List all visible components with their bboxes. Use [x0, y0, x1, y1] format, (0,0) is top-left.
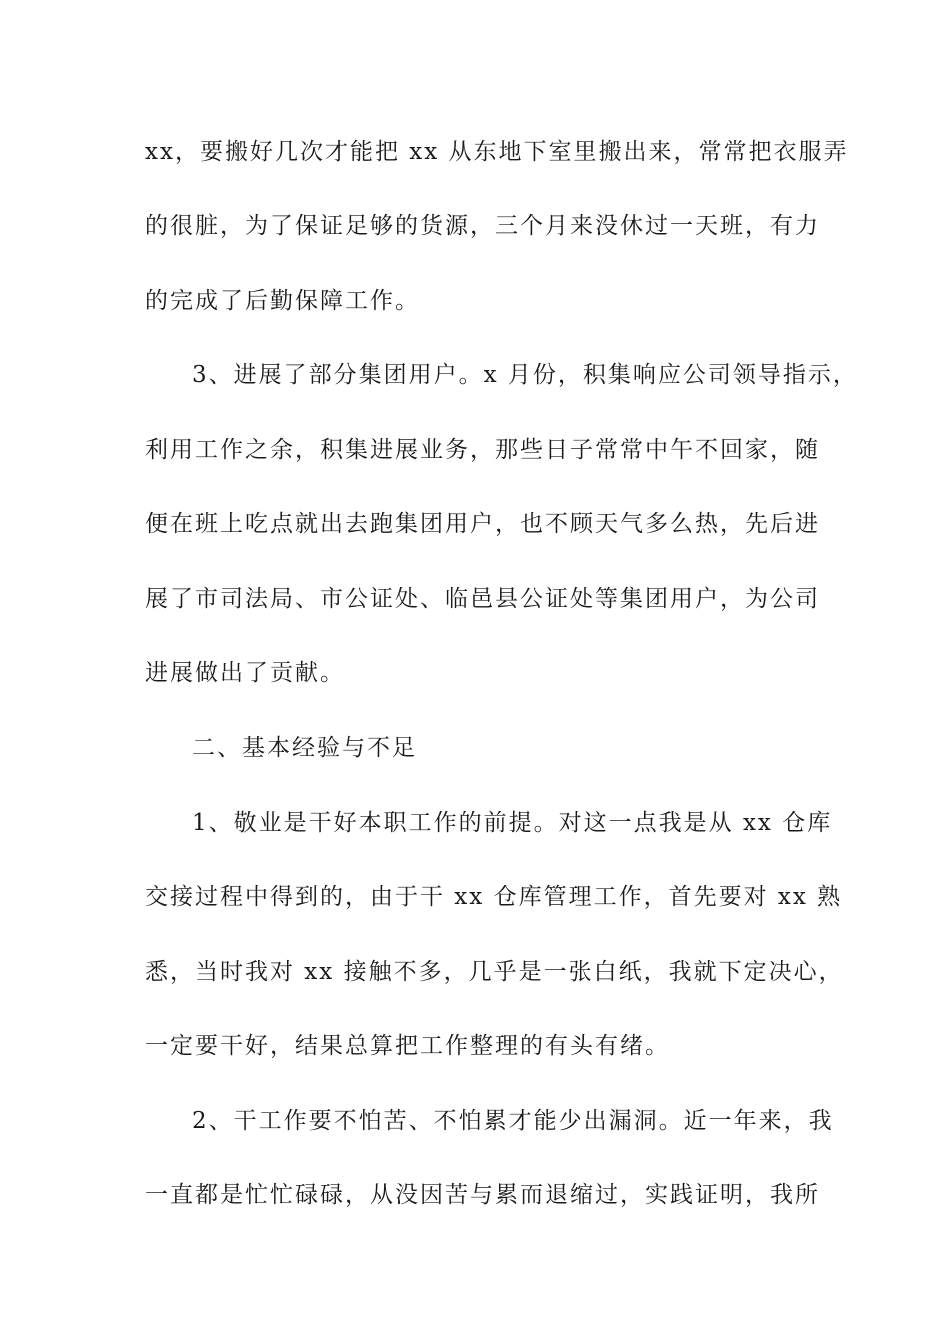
text-line: 利用工作之余，积集进展业务，那些日子常常中午不回家，随 [145, 437, 820, 463]
text-line: 一定要干好，结果总算把工作整理的有头有绪。 [145, 1033, 670, 1059]
text-line: 3、进展了部分集团用户。x 月份，积集响应公司领导指示， [192, 362, 858, 388]
text-line: 交接过程中得到的，由于干 xx 仓库管理工作，首先要对 xx 熟 [145, 884, 843, 910]
text-line: 1、敬业是干好本职工作的前提。对这一点我是从 xx 仓库 [192, 810, 833, 836]
text-line: 的完成了后勤保障工作。 [145, 288, 420, 314]
section-heading: 二、基本经验与不足 [192, 735, 417, 761]
text-line: 2、干工作要不怕苦、不怕累才能少出漏洞。近一年来，我 [192, 1108, 834, 1134]
text-line: 悉，当时我对 xx 接触不多，几乎是一张白纸，我就下定决心， [145, 959, 844, 985]
text-line: 展了市司法局、市公证处、临邑县公证处等集团用户，为公司 [145, 586, 820, 612]
text-line: 一直都是忙忙碌碌，从没因苦与累而退缩过，实践证明，我所 [145, 1182, 820, 1208]
text-line: 进展做出了贡献。 [145, 660, 345, 686]
text-line: 的很脏，为了保证足够的货源，三个月来没休过一天班，有力 [145, 213, 820, 239]
text-line: xx，要搬好几次才能把 xx 从东地下室里搬出来，常常把衣服弄 [145, 139, 849, 165]
text-line: 便在班上吃点就出去跑集团用户，也不顾天气多么热，先后进 [145, 511, 820, 537]
